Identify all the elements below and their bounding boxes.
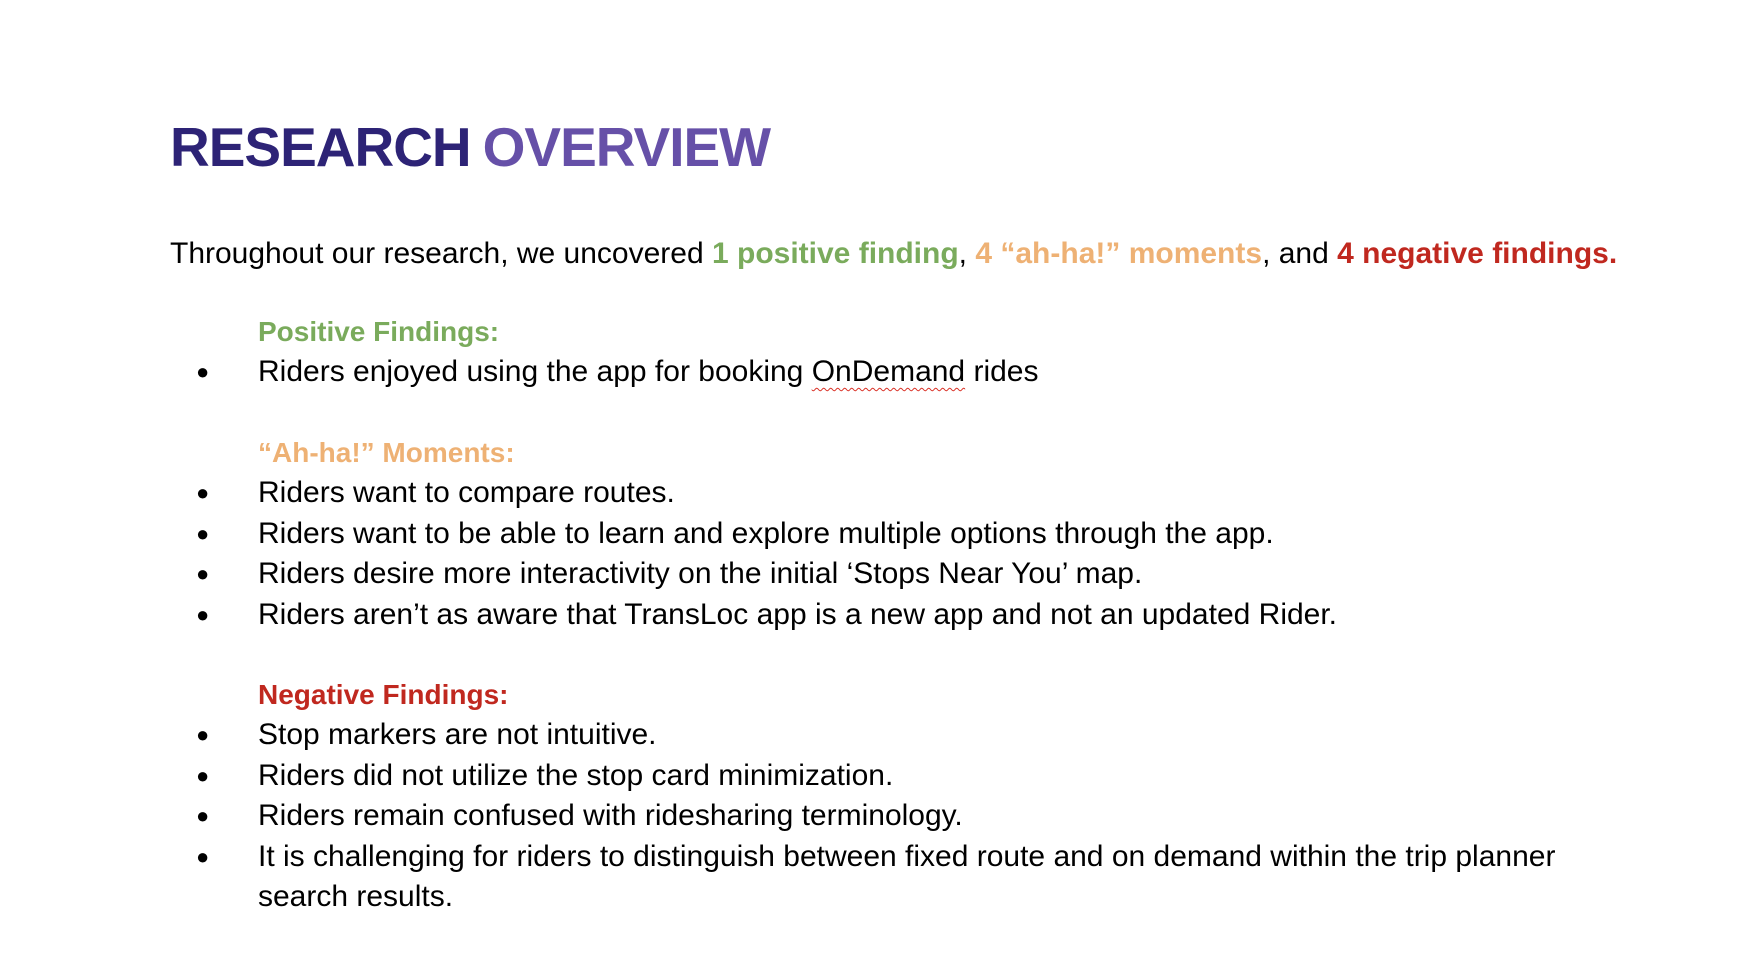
bullet-text: Riders desire more interactivity on the initial ‘Stops Near You’ map. <box>258 557 1143 590</box>
intro-positive-count: 1 positive finding <box>711 237 959 270</box>
bullet-icon: ● <box>196 359 210 384</box>
aha-moments-heading: “Ah-ha!” Moments: <box>258 437 515 468</box>
title-part-overview: OVERVIEW <box>482 116 771 178</box>
intro-separator-2: , and <box>1262 237 1338 270</box>
bullet-icon: ● <box>196 803 210 828</box>
bullet-text-after: rides <box>965 355 1039 388</box>
list-item <box>0 352 1598 393</box>
bullet-text: Riders remain confused with ridesharing terminology. <box>258 799 963 832</box>
list-item <box>0 796 1598 837</box>
list-item <box>0 595 1598 636</box>
aha-moments-list <box>0 473 1748 635</box>
bullet-text: It is challenging for riders to distinguish between fixed route and on demand within the trip planner search results. <box>258 839 1556 913</box>
bullet-text-before: Riders enjoyed using the app for booking <box>258 355 812 388</box>
bullet-text: Stop markers are not intuitive. <box>258 718 657 751</box>
intro-lead: Throughout our research, we uncovered <box>170 237 712 270</box>
bullet-icon: ● <box>196 762 210 788</box>
intro-aha-count: 4 “ah-ha!” moments <box>975 237 1263 270</box>
bullet-text: Riders aren’t as aware that TransLoc app is a new app and not an updated Rider. <box>258 597 1338 631</box>
title-part-research: RESEARCH <box>170 116 471 178</box>
page-title <box>170 112 770 182</box>
list-item <box>0 715 1598 756</box>
intro-sentence <box>170 234 1617 274</box>
bullet-text: Riders want to compare routes. <box>258 476 675 509</box>
bullet-icon: ● <box>196 722 210 747</box>
intro-negative-count: 4 negative findings. <box>1337 237 1618 270</box>
intro-separator-1: , <box>958 237 976 270</box>
list-item <box>0 756 1598 797</box>
bullet-text: Riders did not utilize the stop card minimization. <box>258 758 894 792</box>
positive-findings-list <box>0 352 1748 393</box>
negative-findings-heading: Negative Findings: <box>258 679 509 710</box>
spellcheck-flagged-word[interactable]: OnDemand <box>811 355 966 388</box>
bullet-icon: ● <box>196 843 210 869</box>
bullet-icon: ● <box>196 520 210 546</box>
bullet-icon: ● <box>196 561 210 586</box>
list-item <box>0 837 1598 918</box>
negative-findings-list <box>0 715 1748 918</box>
list-item <box>0 514 1598 555</box>
list-item <box>0 554 1598 595</box>
bullet-text: Riders want to be able to learn and explore multiple options through the app. <box>258 516 1274 550</box>
bullet-icon: ● <box>196 480 210 505</box>
bullet-icon: ● <box>196 601 210 627</box>
list-item <box>0 473 1598 514</box>
positive-findings-heading: Positive Findings: <box>258 316 500 347</box>
